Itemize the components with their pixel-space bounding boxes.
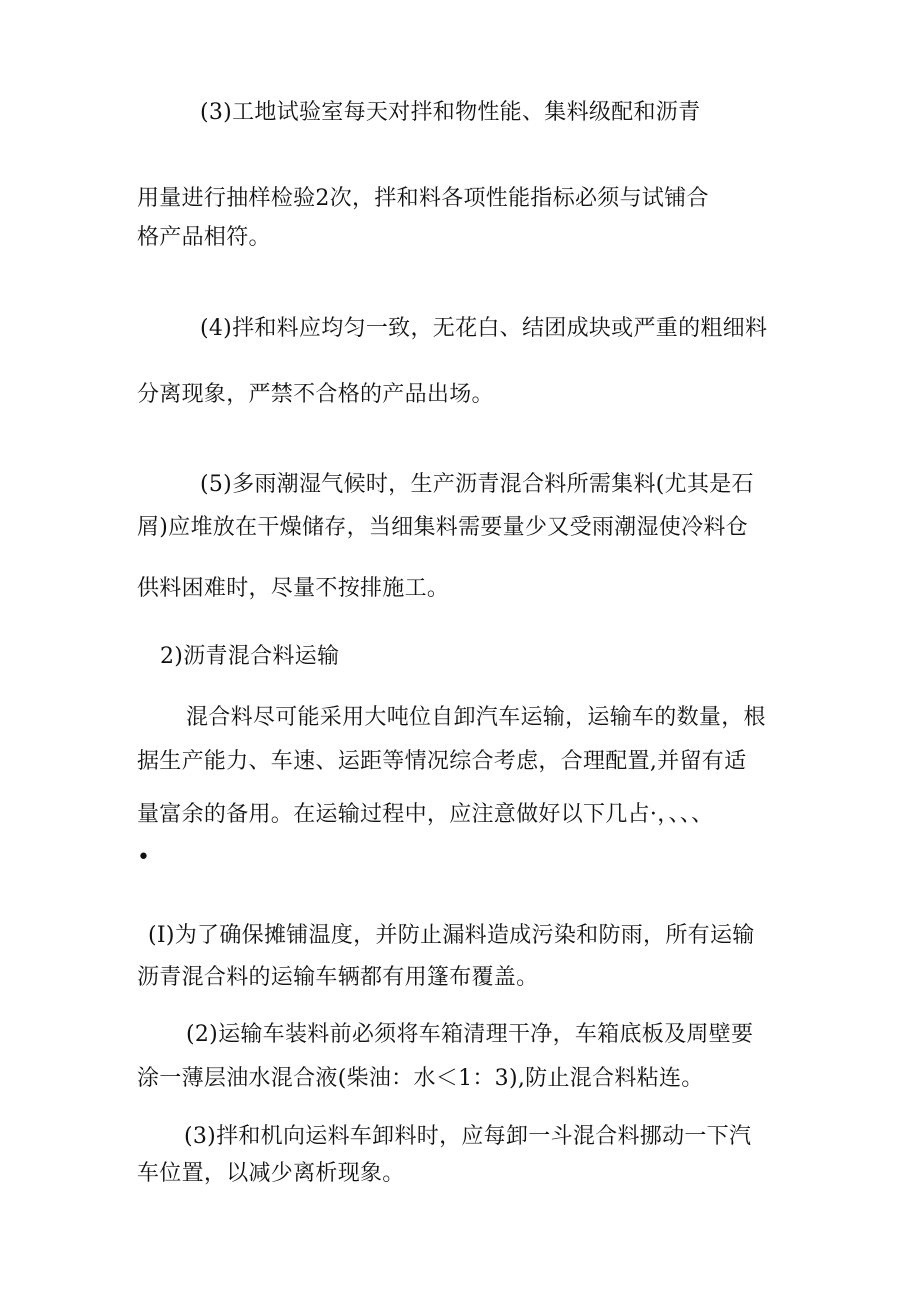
text-line: 分离现象，严禁不合格的产品出场。	[137, 382, 494, 407]
text-line: 量富余的备用。在运输过程中，应注意做好以下几占·，、、、	[137, 802, 714, 827]
text-line: (I)为了确保摊铺温度，并防止漏料造成污染和防雨，所有运输	[148, 923, 755, 948]
text-line: •	[137, 845, 151, 870]
text-line: 涂一薄层油水混合液(柴油：水＜1：3),防止混合料粘连。	[137, 1066, 704, 1091]
text-line: (2)运输车装料前必须将车箱清理干净，车箱底板及周壁要	[186, 1022, 754, 1047]
text-line: 屑)应堆放在干燥储存，当细集料需要量少又受雨潮湿使冷料仓	[137, 515, 748, 540]
text-line: (5)多雨潮湿气候时，生产沥青混合料所需集料(尤其是石	[200, 472, 754, 497]
text-line: 车位置，以减少离析现象。	[137, 1161, 405, 1186]
text-line: (3)拌和机向运料车卸料时，应每卸一斗混合料挪动一下汽	[184, 1124, 752, 1149]
text-line: 供料困难时，尽量不按排施工。	[137, 576, 450, 601]
text-line: 沥青混合料的运输车辆都有用篷布覆盖。	[137, 965, 539, 990]
text-line: (4)拌和料应均匀一致，无花白、结团成块或严重的粗细料	[200, 316, 768, 341]
text-line: 格产品相符。	[137, 225, 271, 250]
text-line: 用量进行抽样检验2次，拌和料各项性能指标必须与试铺合	[137, 186, 709, 211]
text-line: 据生产能力、车速、运距等情况综合考虑，合理配置,并留有适	[137, 749, 747, 774]
text-line: 混合料尽可能采用大吨位自卸汽车运输，运输车的数量，根	[186, 705, 766, 730]
text-line: (3)工地试验室每天对拌和物性能、集料级配和沥青	[200, 100, 701, 125]
section-heading: 2)沥青混合料运输	[160, 644, 340, 669]
